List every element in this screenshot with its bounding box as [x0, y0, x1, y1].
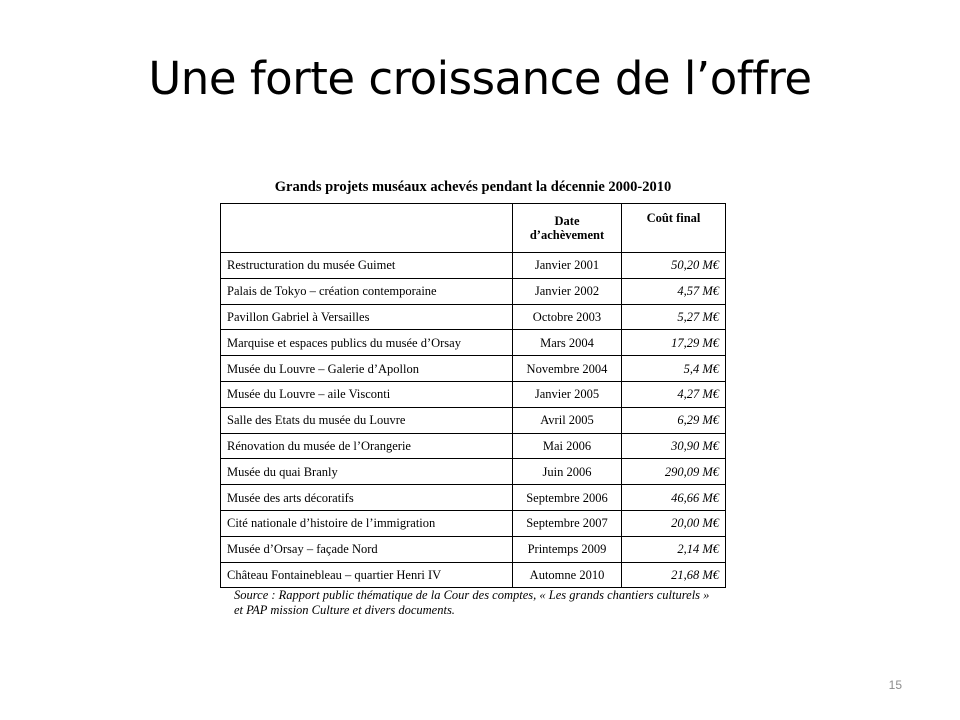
table-row: [221, 433, 726, 459]
table-row: [221, 536, 726, 562]
cell-completion-date: Avril 2005: [513, 407, 622, 433]
page-number: 15: [888, 678, 902, 692]
cell-completion-date: Janvier 2001: [513, 253, 622, 279]
header-name: [221, 204, 513, 253]
museum-projects-table: [220, 203, 726, 588]
cell-final-cost: 2,14 M€: [622, 536, 726, 562]
cell-final-cost: 5,27 M€: [622, 304, 726, 330]
cell-completion-date: Juin 2006: [513, 459, 622, 485]
cell-project-name: Salle des Etats du musée du Louvre: [221, 407, 513, 433]
cell-project-name: Restructuration du musée Guimet: [221, 253, 513, 279]
cell-final-cost: 290,09 M€: [622, 459, 726, 485]
cell-project-name: Palais de Tokyo – création contemporaine: [221, 278, 513, 304]
cell-final-cost: 17,29 M€: [622, 330, 726, 356]
cell-completion-date: Automne 2010: [513, 562, 622, 588]
cell-final-cost: 20,00 M€: [622, 510, 726, 536]
table-row: [221, 459, 726, 485]
table-row: [221, 330, 726, 356]
table-row: [221, 278, 726, 304]
table-header-row: [221, 204, 726, 253]
cell-final-cost: 30,90 M€: [622, 433, 726, 459]
table-row: [221, 356, 726, 382]
cell-project-name: Musée du Louvre – aile Visconti: [221, 381, 513, 407]
table-body: [221, 253, 726, 588]
cell-project-name: Cité nationale d’histoire de l’immigration: [221, 510, 513, 536]
header-cost: Coût final: [622, 204, 726, 253]
cell-completion-date: Octobre 2003: [513, 304, 622, 330]
cell-project-name: Marquise et espaces publics du musée d’Orsay: [221, 330, 513, 356]
cell-project-name: Musée du quai Branly: [221, 459, 513, 485]
cell-final-cost: 5,4 M€: [622, 356, 726, 382]
cell-project-name: Musée du Louvre – Galerie d’Apollon: [221, 356, 513, 382]
cell-completion-date: Janvier 2005: [513, 381, 622, 407]
table-row: [221, 381, 726, 407]
table-row: [221, 407, 726, 433]
source-note: Source : Rapport public thématique de la Cour des comptes, « Les grands chantiers culturels » et PAP mission Culture et divers documents.: [234, 588, 710, 617]
table-row: [221, 304, 726, 330]
cell-final-cost: 4,57 M€: [622, 278, 726, 304]
cell-final-cost: 4,27 M€: [622, 381, 726, 407]
cell-completion-date: Septembre 2007: [513, 510, 622, 536]
cell-completion-date: Novembre 2004: [513, 356, 622, 382]
cell-project-name: Pavillon Gabriel à Versailles: [221, 304, 513, 330]
cell-final-cost: 46,66 M€: [622, 485, 726, 511]
cell-completion-date: Printemps 2009: [513, 536, 622, 562]
table-row: [221, 562, 726, 588]
cell-project-name: Musée des arts décoratifs: [221, 485, 513, 511]
header-date: [513, 204, 622, 253]
slide-title: Une forte croissance de l’offre: [148, 52, 812, 105]
table-caption: Grands projets muséaux achevés pendant la décennie 2000-2010: [274, 179, 672, 195]
cell-completion-date: Mars 2004: [513, 330, 622, 356]
cell-completion-date: Janvier 2002: [513, 278, 622, 304]
table-row: [221, 510, 726, 536]
header-date-label: Date d’achèvement: [529, 214, 605, 242]
cell-project-name: Musée d’Orsay – façade Nord: [221, 536, 513, 562]
cell-completion-date: Septembre 2006: [513, 485, 622, 511]
cell-completion-date: Mai 2006: [513, 433, 622, 459]
cell-project-name: Rénovation du musée de l’Orangerie: [221, 433, 513, 459]
cell-final-cost: 50,20 M€: [622, 253, 726, 279]
table-row: [221, 485, 726, 511]
cell-project-name: Château Fontainebleau – quartier Henri IV: [221, 562, 513, 588]
cell-final-cost: 6,29 M€: [622, 407, 726, 433]
table-row: [221, 253, 726, 279]
cell-final-cost: 21,68 M€: [622, 562, 726, 588]
